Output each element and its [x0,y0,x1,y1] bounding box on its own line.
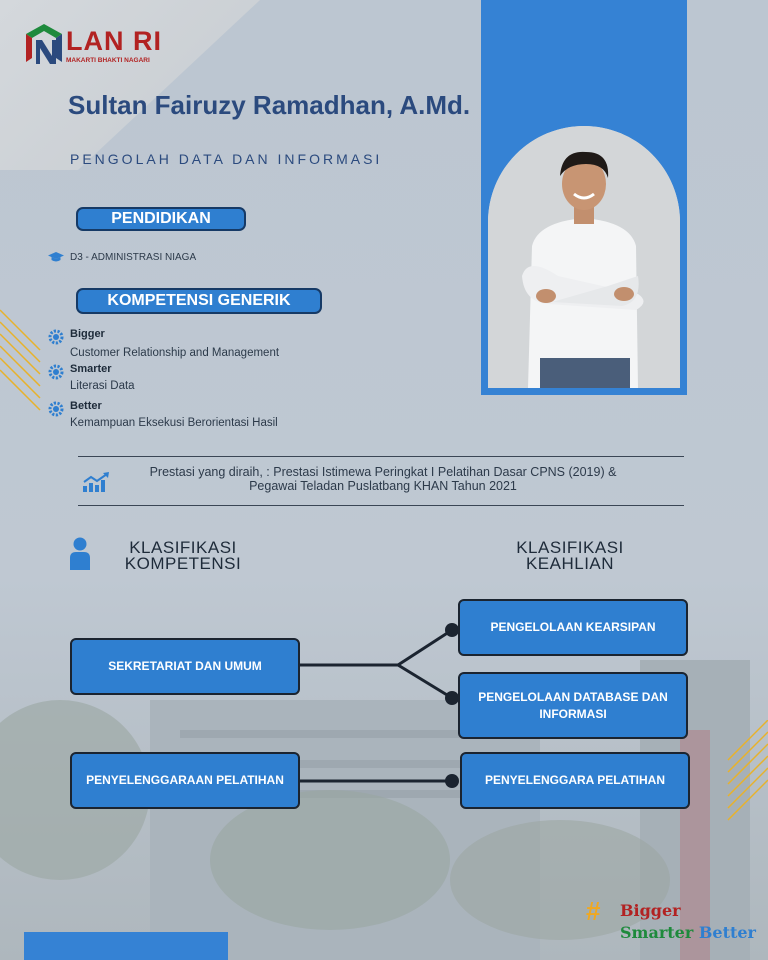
competency-label: Smarter [70,363,112,375]
profile-name: Sultan Fairuzy Ramadhan, A.Md. [68,90,471,120]
expertise-box: PENYELENGGARA PELATIHAN [460,752,690,809]
achievement-text: Prestasi yang diraih, : Prestasi Istimewa Peringkat I Pelatihan Dasar CPNS (2019) & Pegawai Teladan Puslatbang KHAN Tahun 2021 [149,465,617,493]
connector-dot [445,691,459,705]
heading-line: KEAHLIAN [525,554,615,573]
slogan [586,896,756,944]
connector-dot [445,623,459,637]
footer-bar [24,932,228,960]
profile-position: PENGOLAH DATA DAN INFORMASI [70,151,383,167]
competency-desc: Kemampuan Eksekusi Berorientasi Hasil [70,417,278,429]
competency-heading: KOMPETENSI GENERIK [76,288,322,314]
competency-label: Bigger [70,328,105,340]
connector-dot [445,774,459,788]
competence-box: PENYELENGGARAAN PELATIHAN [70,752,300,809]
slogan-bigger: Bigger [620,901,681,920]
competency-desc: Literasi Data [70,380,135,392]
logo-tagline: MAKARTI BHAKTI NAGARI [66,57,150,64]
education-item-label: D3 - ADMINISTRASI NIAGA [70,251,197,263]
hash-icon: # [586,896,601,926]
expertise-box: PENGELOLAAN KEARSIPAN [458,599,688,656]
competency-desc: Customer Relationship and Management [70,347,280,359]
competence-box: SEKRETARIAT DAN UMUM [70,638,300,695]
heading-line: KOMPETENSI [124,554,242,573]
heading-line: KLASIFIKASI [516,538,624,557]
logo-brand: LAN RI [66,26,162,56]
education-heading: PENDIDIKAN [76,207,246,231]
slogan-better: Better [698,923,756,942]
expertise-box: PENGELOLAAN DATABASE DAN INFORMASI [458,672,688,739]
heading-line: KLASIFIKASI [129,538,237,557]
slogan-line2 [586,922,756,944]
slogan-smarter: Smarter [620,923,694,942]
competency-label: Better [70,400,102,412]
